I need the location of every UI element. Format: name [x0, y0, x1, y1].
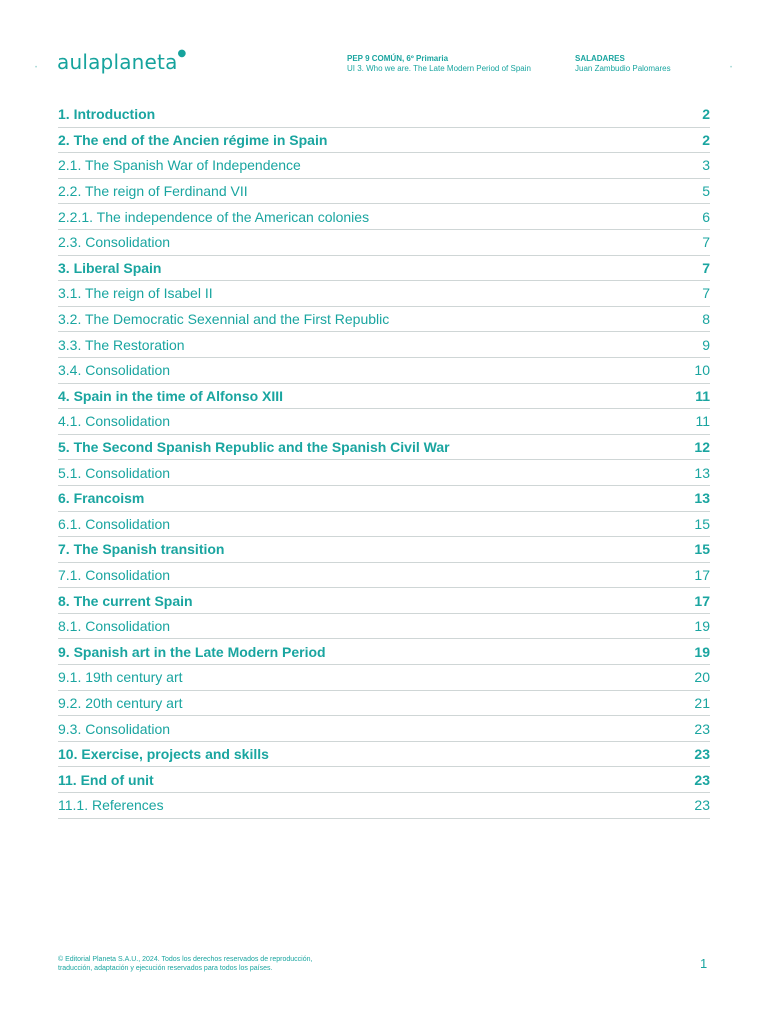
toc-entry-label: 6. Francoism: [58, 490, 145, 507]
toc-entry-label: 3. Liberal Spain: [58, 259, 162, 276]
toc-entry-label: 9.3. Consolidation: [58, 720, 171, 737]
toc-entry-page: 20: [694, 669, 710, 686]
toc-entry[interactable]: [58, 767, 710, 793]
toc-entry[interactable]: [58, 204, 710, 230]
toc-entry-label: 8.1. Consolidation: [58, 618, 171, 635]
toc-entry-page: 7: [702, 234, 710, 251]
toc-entry[interactable]: [58, 128, 710, 154]
toc-entry-label: 5.1. Consolidation: [58, 464, 171, 481]
toc-entry-label: 3.4. Consolidation: [58, 362, 171, 379]
crop-mark: •: [730, 65, 733, 71]
toc-entry-label: 2. The end of the Ancien régime in Spain: [58, 131, 328, 148]
toc-entry-label: 7. The Spanish transition: [58, 541, 225, 558]
toc-entry-page: 23: [694, 746, 710, 763]
toc-entry-label: 3.3. The Restoration: [58, 336, 185, 353]
course-info: [347, 54, 531, 74]
toc-entry-page: 23: [694, 797, 710, 814]
toc-entry-label: 10. Exercise, projects and skills: [58, 746, 269, 763]
school-name: SALADARES: [575, 54, 625, 63]
school-info: [575, 54, 671, 74]
toc-entry[interactable]: [58, 281, 710, 307]
toc-entry-label: 4. Spain in the time of Alfonso XIII: [58, 387, 284, 404]
crop-mark: •: [35, 65, 38, 71]
toc-entry[interactable]: [58, 614, 710, 640]
toc-entry-page: 23: [694, 720, 710, 737]
toc-entry-page: 13: [694, 490, 710, 507]
toc-entry-page: 23: [694, 771, 710, 788]
toc-entry-page: 12: [694, 439, 710, 456]
brand-logo: aulaplaneta●: [57, 48, 187, 74]
toc-entry-page: 2: [702, 131, 710, 148]
toc-entry-page: 13: [694, 464, 710, 481]
copyright-line: © Editorial Planeta S.A.U., 2024. Todos los derechos reservados de reproducción,: [58, 956, 313, 963]
toc-entry-label: 4.1. Consolidation: [58, 413, 171, 430]
toc-entry[interactable]: [58, 409, 710, 435]
toc-entry-label: 8. The current Spain: [58, 592, 193, 609]
toc-entry[interactable]: [58, 460, 710, 486]
toc-entry-page: 7: [702, 259, 710, 276]
logo-dot: ●: [177, 48, 187, 59]
toc-entry-label: 9.2. 20th century art: [58, 694, 183, 711]
toc-entry-page: 10: [694, 362, 710, 379]
toc-entry[interactable]: [58, 179, 710, 205]
toc-entry[interactable]: [58, 639, 710, 665]
toc-entry-page: 21: [694, 694, 710, 711]
copyright-line: traducción, adaptación y ejecución reservados para todos los países.: [58, 964, 273, 972]
course-subtitle: UI 3. Who we are. The Late Modern Period of Spain: [347, 64, 531, 73]
toc-entry-page: 19: [694, 643, 710, 660]
toc-entry[interactable]: [58, 716, 710, 742]
toc-entry[interactable]: [58, 230, 710, 256]
toc-entry[interactable]: [58, 742, 710, 768]
toc-entry-page: 7: [702, 285, 710, 302]
toc-entry-page: 2: [702, 106, 710, 123]
toc-entry-page: 8: [702, 311, 710, 328]
toc-entry-page: 11: [695, 387, 710, 404]
toc-entry[interactable]: [58, 665, 710, 691]
toc-entry-label: 2.3. Consolidation: [58, 234, 171, 251]
page-number: 1: [700, 956, 708, 971]
toc-entry-page: 3: [702, 157, 710, 174]
toc-entry[interactable]: [58, 537, 710, 563]
toc-entry-page: 11: [695, 413, 710, 430]
toc-entry[interactable]: [58, 256, 710, 282]
toc-entry[interactable]: [58, 384, 710, 410]
toc-entry-label: 6.1. Consolidation: [58, 515, 171, 532]
toc-entry[interactable]: [58, 512, 710, 538]
toc-entry[interactable]: [58, 793, 710, 819]
toc-entry[interactable]: [58, 588, 710, 614]
toc-entry-page: 15: [694, 515, 710, 532]
toc-entry-page: 9: [702, 336, 710, 353]
copyright-notice: [58, 956, 358, 973]
toc-entry-label: 3.1. The reign of Isabel II: [58, 285, 213, 302]
toc-entry-page: 17: [694, 592, 710, 609]
toc-entry-label: 1. Introduction: [58, 106, 156, 123]
toc-entry[interactable]: [58, 435, 710, 461]
toc-entry[interactable]: [58, 307, 710, 333]
toc-entry-page: 19: [694, 618, 710, 635]
toc-entry[interactable]: [58, 153, 710, 179]
toc-entry-label: 2.2.1. The independence of the American colonies: [58, 208, 370, 225]
toc-entry[interactable]: [58, 563, 710, 589]
toc-entry-label: 9. Spanish art in the Late Modern Period: [58, 643, 326, 660]
toc-entry-page: 15: [694, 541, 710, 558]
author-name: Juan Zambudio Palomares: [575, 64, 671, 73]
toc-entry-label: 2.1. The Spanish War of Independence: [58, 157, 301, 174]
toc-entry[interactable]: [58, 332, 710, 358]
toc-entry-page: 5: [702, 183, 710, 200]
toc-entry-label: 11.1. References: [58, 797, 164, 814]
toc-entry-label: 2.2. The reign of Ferdinand VII: [58, 183, 248, 200]
toc-entry-page: 17: [694, 566, 710, 583]
toc-entry[interactable]: [58, 358, 710, 384]
toc-entry[interactable]: [58, 486, 710, 512]
toc-entry-label: 3.2. The Democratic Sexennial and the First Republic: [58, 311, 390, 328]
toc-entry[interactable]: [58, 691, 710, 717]
toc-entry-label: 11. End of unit: [58, 771, 154, 788]
toc-entry-page: 6: [702, 208, 710, 225]
toc-entry-label: 5. The Second Spanish Republic and the Spanish Civil War: [58, 439, 450, 456]
page-header: [0, 0, 768, 90]
toc-entry-label: 9.1. 19th century art: [58, 669, 183, 686]
toc-entry-label: 7.1. Consolidation: [58, 566, 171, 583]
toc-entry[interactable]: [58, 102, 710, 128]
table-of-contents: [58, 102, 710, 819]
course-title: PEP 9 COMÚN, 6º Primaria: [347, 54, 449, 63]
